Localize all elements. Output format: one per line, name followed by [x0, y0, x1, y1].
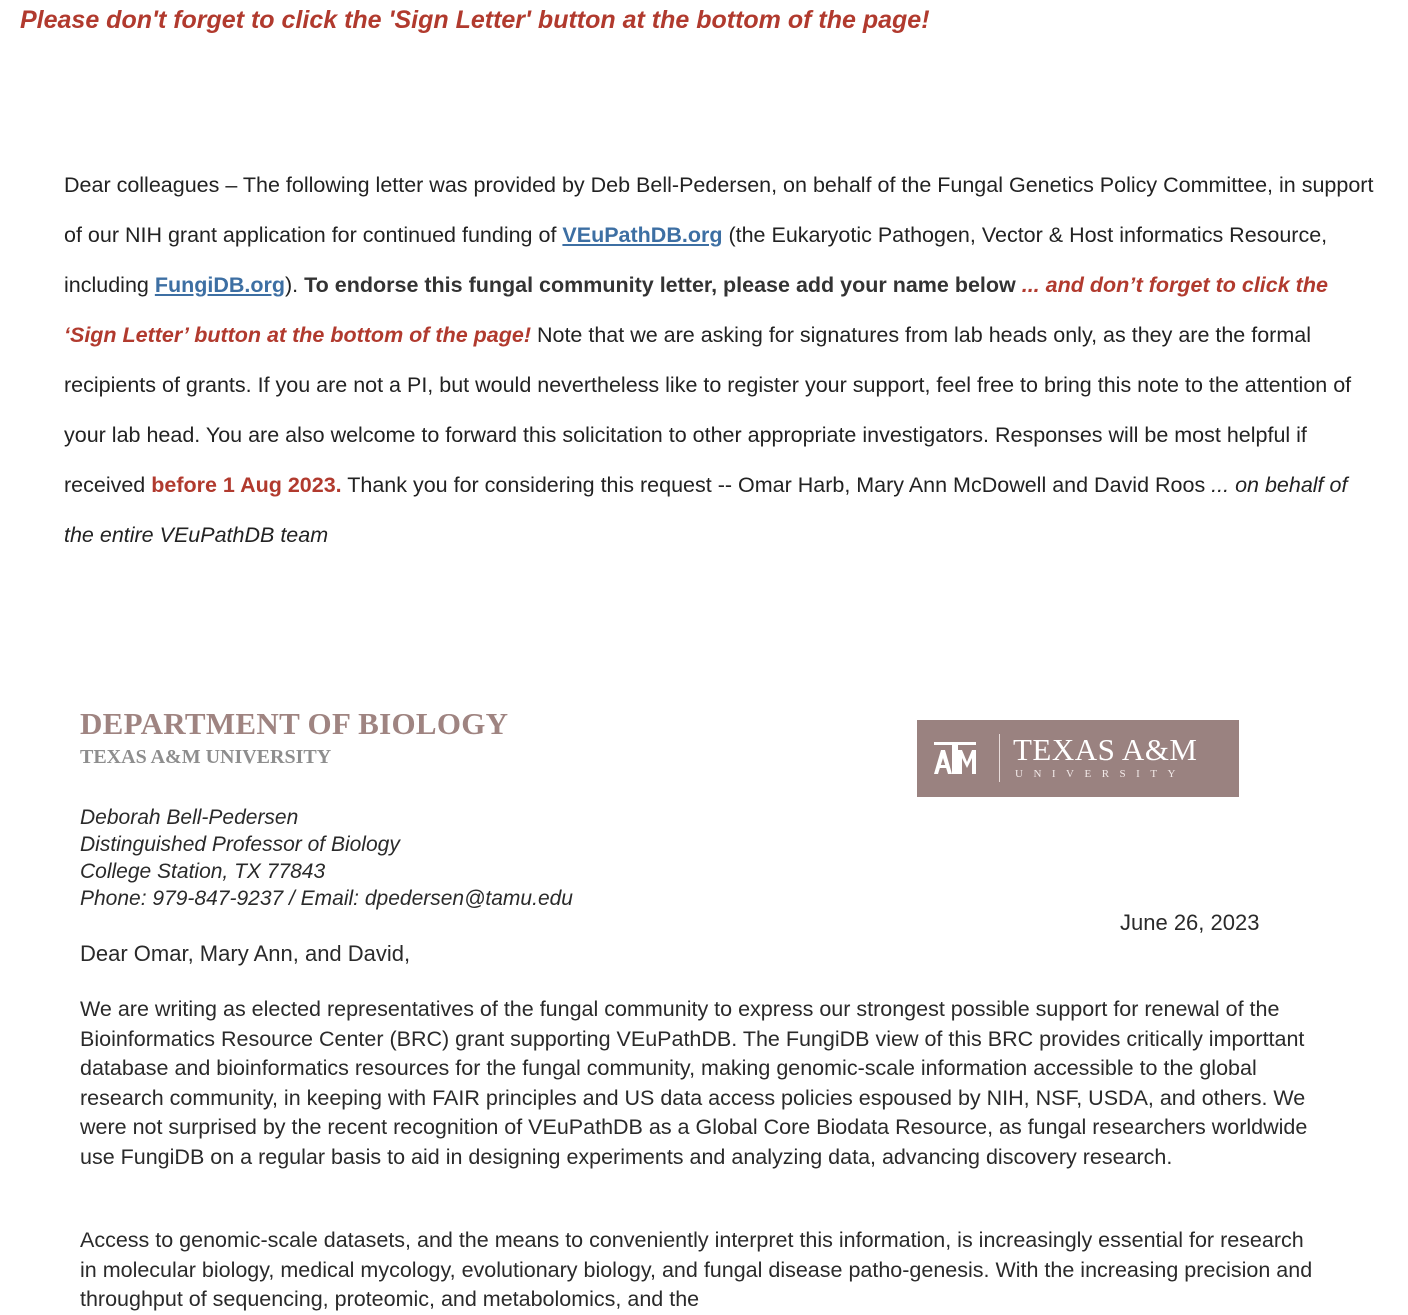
fungidb-link[interactable]: FungiDB.org — [154, 273, 286, 297]
logo-name: TEXAS A&M — [1013, 732, 1198, 767]
support-letter-image — [0, 690, 1408, 1312]
endorse-instruction: To endorse this fungal community letter, please add your name below — [304, 273, 1016, 297]
letterhead-department: DEPARTMENT OF BIOLOGY — [80, 706, 509, 741]
sender-block — [80, 804, 573, 912]
intro-text-2: (the Eukaryotic Pathogen, Vector & Host informatics Resource, including — [64, 223, 1328, 297]
texas-am-logo — [917, 720, 1239, 797]
letter-paragraph-1: We are writing as elected representatives of the fungal community to express our strongest possible support for renewal of the Bioinformatics Resource Center (BRC) grant supporting VEuPathDB. The FungiDB view of this BRC provides critically importtant database and bioinformatics resources for the fungal community, making genomic-scale information accessible to the global research community, in keeping with FAIR principles and US data access policies espoused by NIH, NSF, USDA, and others. We were not surprised by the recent recognition of VEuPathDB as a Global Core Biodata Resource, as fungal researchers worldwide use FungiDB on a regular basis to aid in designing experiments and analyzing data, advancing discovery research. — [80, 997, 1308, 1169]
logo-university: UNIVERSITY — [1015, 768, 1186, 780]
intro-text-3: ). — [285, 273, 305, 297]
letter-paragraph-2: Access to genomic-scale datasets, and the means to conveniently interpret this information, is increasingly essential for research in molecular biology, medical mycology, evolutionary biology, and fungal disease patho-genesis. With the increasing precision and throughput of sequencing, proteomic, and metabolomics, and the — [80, 1228, 1313, 1311]
sign-letter-reminder-banner: Please don't forget to click the 'Sign Letter' button at the bottom of the page! — [20, 6, 930, 34]
logo-divider — [999, 734, 1000, 782]
intro-text-1: Dear colleagues – The following letter was provided by Deb Bell-Pedersen, on behalf of the Fungal Genetics Policy Committee, in support of our NIH grant application for continued funding of — [64, 173, 1374, 247]
intro-closing: ... on behalf of the entire VEuPathDB team — [64, 473, 1348, 547]
sign-letter-reminder-inline: ... and don’t forget to click the ‘Sign Letter’ button at the bottom of the page! — [64, 273, 1328, 347]
intro-text-5: Thank you for considering this request -- Omar Harb, Mary Ann McDowell and David Roos — [341, 473, 1212, 497]
intro-paragraph — [64, 160, 1374, 560]
atm-monogram-icon — [931, 738, 979, 778]
sender-location: College Station, TX 77843 — [80, 860, 326, 883]
sender-name: Deborah Bell-Pedersen — [80, 806, 299, 829]
letterhead-university: TEXAS A&M UNIVERSITY — [80, 746, 332, 768]
intro-text-4: Note that we are asking for signatures from lab heads only, as they are the formal recipients of grants. If you are not a PI, but would nevertheless like to register your support, feel free to bring this note to the attention of your lab head. You are also welcome to forward this solicitation to other appropriate investigators. Responses will be most helpful if received — [64, 323, 1352, 497]
sender-contact: Phone: 979-847-9237 / Email: dpedersen@tamu.edu — [80, 887, 573, 910]
sender-title: Distinguished Professor of Biology — [80, 833, 400, 856]
response-deadline: before 1 Aug 2023. — [151, 473, 342, 497]
letter-salutation: Dear Omar, Mary Ann, and David, — [80, 941, 411, 966]
letter-date: June 26, 2023 — [1120, 910, 1260, 935]
veupathdb-link[interactable]: VEuPathDB.org — [562, 223, 723, 247]
